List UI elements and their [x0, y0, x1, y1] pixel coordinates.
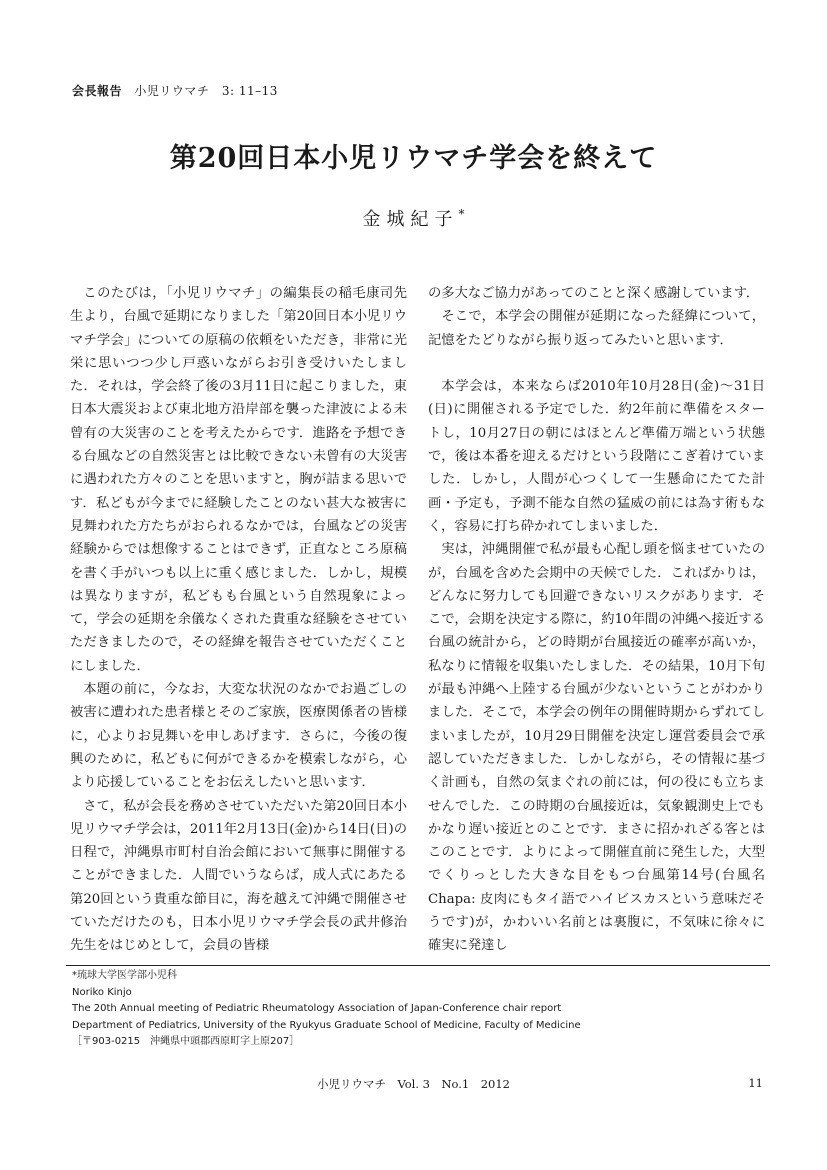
paragraph: 本学会は，本来ならば2010年10月28日(金)～31日(日)に開催される予定でした．約2年前に準備をスタートし，10月27日の朝にはほとんど準備万端という状態で，後は本番を迎えるだけという段階にこぎ着けていました．しかし，人間が心つくして一生懸命にたてた計画・予定も，予測不能な自然の猛威の前には為す術もなく，容易に打ち砕かれてしまいました．	[428, 379, 765, 534]
footnote-title-en: The 20th Annual meeting of Pediatric Rheumatology Association of Japan-Conference chair report	[72, 1003, 562, 1014]
article-title: 第20回日本小児リウマチ学会を終えて	[169, 143, 658, 174]
author-footnote-mark: *	[458, 207, 465, 221]
author-name: 金城紀子	[362, 209, 459, 230]
body-column-right	[428, 282, 765, 958]
author-line	[0, 205, 827, 231]
paragraph: 本題の前に，今なお，大変な状況のなかでお過ごしの被害に遭われた患者様とそのご家族，医療関係者の皆様に，心よりお見舞いを申しあげます．さらに，今後の復興のために，私どもに何ができるかを模索しながら，心より応援していることをお伝えしたいと思います．	[70, 682, 407, 791]
page-footer-journal: 小児リウマチ Vol. 3 No.1 2012	[316, 1077, 510, 1091]
paragraph: このたびは，「小児リウマチ」の編集長の稲毛康司先生より，台風で延期になりました「第20回日本小児リウマチ学会」についての原稿の依頼をいただき，非常に光栄に思いつつ少し戸惑いながらお引き受けいたしました．それは，学会終了後の3月11日に起こりました，東日本大震災および東北地方沿岸部を襲った津波による未曾有の大災害のことを考えたからです．進路を予想できる台風などの自然災害とは比較できない未曾有の大災害に遇われた方々のことを思いますと，胸が詰まる思いです．私どもが今までに経験したことのない甚大な被害に見舞われた方たちがおられるなかでは，台風などの災害経験からでは想像することはできず，正直なところ原稿を書く手がいつも以上に重く感じました．しかし，規模は異なりますが，私どもも台風という自然現象によって，学会の延期を余儀なくされた貴重な経験をさせていただきましたので，その経緯を報告させていただくことにしました．	[70, 286, 407, 674]
section-gap	[428, 352, 765, 375]
paragraph: さて，私が会長を務めさせていただいた第20回日本小児リウマチ学会は，2011年2月13日(金)から14日(日)の日程で，沖縄県市町村自治会館において無事に開催することができました．人間でいうならば，成人式にあたる第20回という貴重な節目に，海を越えて沖縄で開催させていただけたのも，日本小児リウマチ学会長の武井修治先生をはじめとして，会員の皆様	[70, 798, 407, 954]
footnote-divider	[66, 965, 770, 966]
paragraph-continuation: の多大なご協力があってのことと深く感謝しています．	[428, 286, 760, 301]
journal-reference: 小児リウマチ 3: 11–13	[134, 84, 278, 98]
body-column-left	[70, 282, 407, 958]
footnote-affiliation-en: Department of Pediatrics, University of the Ryukyus Graduate School of Medicine, Faculty of Medicine	[72, 1019, 581, 1031]
footnote-address: ［〒903-0215 沖縄県中頭郡西原町字上原207］	[72, 1036, 300, 1047]
footnote-author-en: Noriko Kinjo	[72, 986, 132, 998]
page-number: 11	[748, 1076, 763, 1090]
footnote	[72, 968, 581, 1051]
article-category: 会長報告	[72, 84, 123, 98]
paragraph: そこで，本学会の開催が延期になった経緯について，記憶をたどりながら振り返ってみたいと思います．	[428, 309, 765, 348]
footnote-affiliation-jp: *琉球大学医学部小児科	[72, 970, 177, 981]
article-header	[72, 82, 278, 99]
paragraph: 実は，沖縄開催で私が最も心配し頭を悩ませていたのが，台風を含めた会期中の天候でした．こればかりは，どんなに努力しても回避できないリスクがあります．そこで，会期を決定する際に，約10年間の沖縄へ接近する台風の統計から，どの時期が台風接近の確率が高いか，私なりに情報を収集いたしました．その結果，10月下旬が最も沖縄へ上陸する台風が少ないということがわかりました．そこで，本学会の例年の開催時期からずれてしまいましたが，10月29日開催を決定し運営委員会で承認していただきました．しかしながら，その情報に基づく計画も，自然の気まぐれの前には，何の役にも立ちませんでした．この時期の台風接近は，気象観測史上でもかなり遅い接近とのことです．まさに招かれざる客とはこのことです．よりによって開催直前に発生した，大型でくりっとした大きな目をもつ台風第14号(台風名Chapa: 皮肉にもタイ語でハイビスカスという意味だそうです)が，かわいい名前とは裏腹に，不気味に徐々に確実に発達し	[428, 542, 765, 954]
